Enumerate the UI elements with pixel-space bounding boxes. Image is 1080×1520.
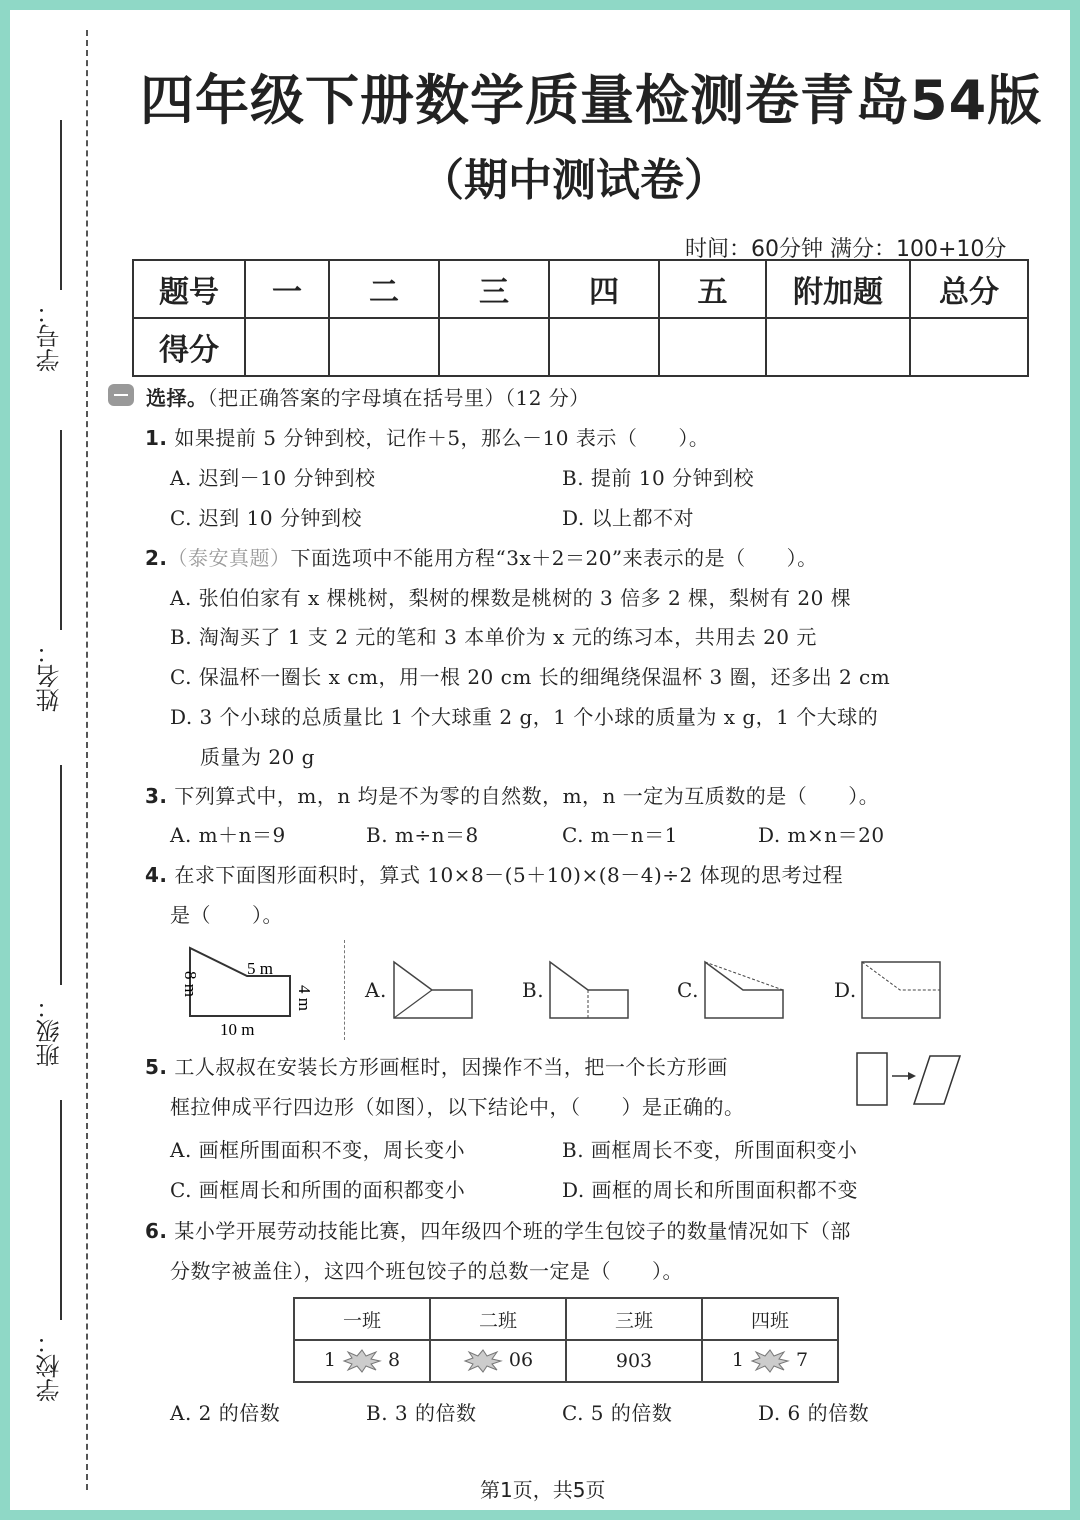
digit: 1 (323, 1349, 336, 1371)
q4-shape (190, 948, 290, 1016)
class-count (294, 1340, 430, 1382)
class-count: 903 (566, 1340, 702, 1382)
q6-option-c[interactable]: C. 5 的倍数 (562, 1401, 673, 1425)
q6-option-a[interactable]: A. 2 的倍数 (170, 1401, 281, 1425)
q6-class-table (293, 1297, 839, 1383)
q2-option-c[interactable]: C. 保温杯一圈长 x cm，用一根 20 cm 长的细绳绕保温杯 3 圈，还多出 2 cm (170, 665, 891, 689)
header-cell: 题号 (133, 260, 245, 318)
section-one-badge (108, 384, 134, 406)
q6-option-b[interactable]: B. 3 的倍数 (366, 1401, 477, 1425)
q4-divider (344, 940, 345, 1040)
q2-stem (145, 542, 818, 571)
name-label: 姓名： (36, 640, 64, 712)
cut-line (86, 30, 88, 1490)
question-number: 2. (145, 546, 168, 570)
score-cell[interactable] (910, 318, 1028, 376)
score-cell[interactable] (659, 318, 766, 376)
q4-option-b-label[interactable]: B. (522, 978, 545, 1002)
q2-option-d-continued: 质量为 20 g (200, 745, 315, 769)
question-text: 工人叔叔在安装长方形画框时，因操作不当，把一个长方形画 (174, 1055, 728, 1079)
class-header: 四班 (702, 1298, 838, 1340)
question-source-tag: （泰安真题） (167, 546, 291, 570)
class-header: 一班 (294, 1298, 430, 1340)
q4-option-c-figure[interactable] (703, 960, 787, 1022)
question-number: 4. (145, 863, 168, 887)
q5-frame-figure (852, 1048, 967, 1110)
digit: 8 (388, 1349, 401, 1371)
score-cell[interactable] (329, 318, 439, 376)
q4-option-c-label[interactable]: C. (677, 978, 699, 1002)
q4-option-a-figure[interactable] (392, 960, 476, 1022)
score-table-header-row (133, 260, 1028, 318)
score-cell[interactable] (439, 318, 549, 376)
class-header: 三班 (566, 1298, 702, 1340)
header-cell: 附加题 (766, 260, 910, 318)
section-heading (146, 382, 590, 411)
q5-option-d[interactable]: D. 画框的周长和所围面积都不变 (562, 1178, 859, 1202)
q3-stem (145, 780, 879, 809)
question-text: 下列算式中，m，n 均是不为零的自然数，m，n 一定为互质数的是（ ）。 (174, 784, 880, 808)
header-cell: 二 (329, 260, 439, 318)
q1-option-c[interactable]: C. 迟到 10 分钟到校 (170, 506, 362, 530)
school-label: 学校： (36, 1330, 64, 1402)
question-number: 6. (145, 1219, 168, 1243)
class-count (702, 1340, 838, 1382)
section-instruction: （把正确答案的字母填在括号里）（12 分） (207, 386, 590, 410)
q1-option-b[interactable]: B. 提前 10 分钟到校 (562, 466, 755, 490)
q2-option-a[interactable]: A. 张伯伯家有 x 棵桃树，梨树的棵数是桃树的 3 倍多 2 棵，梨树有 20 棵 (170, 586, 852, 610)
score-table-score-row (133, 318, 1028, 376)
digit: 06 (508, 1349, 534, 1371)
digit: 7 (796, 1349, 809, 1371)
q3-option-b[interactable]: B. m÷n＝8 (366, 823, 479, 847)
q4-option-a-label[interactable]: A. (365, 978, 387, 1002)
question-text: 某小学开展劳动技能比赛，四年级四个班的学生包饺子的数量情况如下（部 (174, 1219, 851, 1243)
covered-digit-burst-icon (463, 1349, 503, 1373)
q1-option-d[interactable]: D. 以上都不对 (562, 506, 695, 530)
q4-label-right: 4 m (295, 985, 314, 1011)
question-text: 如果提前 5 分钟到校，记作＋5，那么－10 表示（ ）。 (174, 426, 710, 450)
header-cell: 三 (439, 260, 549, 318)
q4-label-top: 5 m (247, 959, 273, 978)
q5-option-c[interactable]: C. 画框周长和所围的面积都变小 (170, 1178, 466, 1202)
page-subtitle: （期中测试卷） (420, 155, 728, 206)
q4-label-left: 8 m (181, 971, 200, 997)
question-number: 1. (145, 426, 168, 450)
section-label: 选择。 (146, 386, 208, 410)
digit: 1 (731, 1349, 744, 1371)
class-label: 班级： (36, 995, 64, 1067)
score-cell[interactable] (549, 318, 659, 376)
page-title: 四年级下册数学质量检测卷青岛54版 (140, 69, 1043, 132)
q4-stem-continued: 是（ ）。 (170, 903, 283, 927)
q2-option-d[interactable]: D. 3 个小球的总质量比 1 个大球重 2 g，1 个小球的质量为 x g，1 个大球的 (170, 705, 879, 729)
q3-option-c[interactable]: C. m－n＝1 (562, 823, 678, 847)
q6-option-d[interactable]: D. 6 的倍数 (758, 1401, 870, 1425)
header-cell: 总分 (910, 260, 1028, 318)
q6-stem-continued: 分数字被盖住），这四个班包饺子的总数一定是（ ）。 (170, 1259, 683, 1283)
q3-option-a[interactable]: A. m＋n＝9 (170, 823, 286, 847)
covered-digit-burst-icon (750, 1349, 790, 1373)
q6-stem (145, 1215, 851, 1244)
q2-option-b[interactable]: B. 淘淘买了 1 支 2 元的笔和 3 本单价为 x 元的练习本，共用去 20 元 (170, 625, 817, 649)
row-label: 得分 (133, 318, 245, 376)
q4-option-b-figure[interactable] (548, 960, 632, 1022)
question-number: 3. (145, 784, 168, 808)
header-cell: 一 (245, 260, 329, 318)
q4-stem (145, 859, 843, 888)
q4-option-d-label[interactable]: D. (834, 978, 857, 1002)
q1-stem (145, 422, 709, 451)
covered-digit-burst-icon (342, 1349, 382, 1373)
header-cell: 五 (659, 260, 766, 318)
student-id-line (60, 120, 62, 290)
score-cell[interactable] (245, 318, 329, 376)
question-text: 在求下面图形面积时，算式 10×8－(5＋10)×(8－4)÷2 体现的思考过程 (174, 863, 844, 887)
class-line (60, 765, 62, 985)
table-row (294, 1340, 838, 1382)
q5-option-a[interactable]: A. 画框所围面积不变，周长变小 (170, 1138, 466, 1162)
q4-figure (165, 940, 345, 1040)
q5-stem-continued: 框拉伸成平行四边形（如图），以下结论中，（ ）是正确的。 (170, 1095, 745, 1119)
score-table (132, 259, 1029, 377)
page-number: 第1页，共5页 (480, 1478, 606, 1502)
class-header: 二班 (430, 1298, 566, 1340)
q5-option-b[interactable]: B. 画框周长不变，所围面积变小 (562, 1138, 858, 1162)
q5-stem (145, 1051, 728, 1080)
school-line (60, 1100, 62, 1320)
table-row (294, 1298, 838, 1340)
q3-option-d[interactable]: D. m×n＝20 (758, 823, 885, 847)
score-cell[interactable] (766, 318, 910, 376)
q4-label-bottom: 10 m (220, 1020, 255, 1039)
student-id-label: 学号： (36, 300, 64, 372)
class-count (430, 1340, 566, 1382)
q4-option-d-figure[interactable] (860, 960, 944, 1022)
header-cell: 四 (549, 260, 659, 318)
question-text: 下面选项中不能用方程“3x＋2＝20”来表示的是（ ）。 (290, 546, 818, 570)
name-line (60, 430, 62, 630)
question-number: 5. (145, 1055, 168, 1079)
time-info: 时间：60分钟 满分：100+10分 (685, 237, 1007, 262)
q1-option-a[interactable]: A. 迟到－10 分钟到校 (170, 466, 376, 490)
